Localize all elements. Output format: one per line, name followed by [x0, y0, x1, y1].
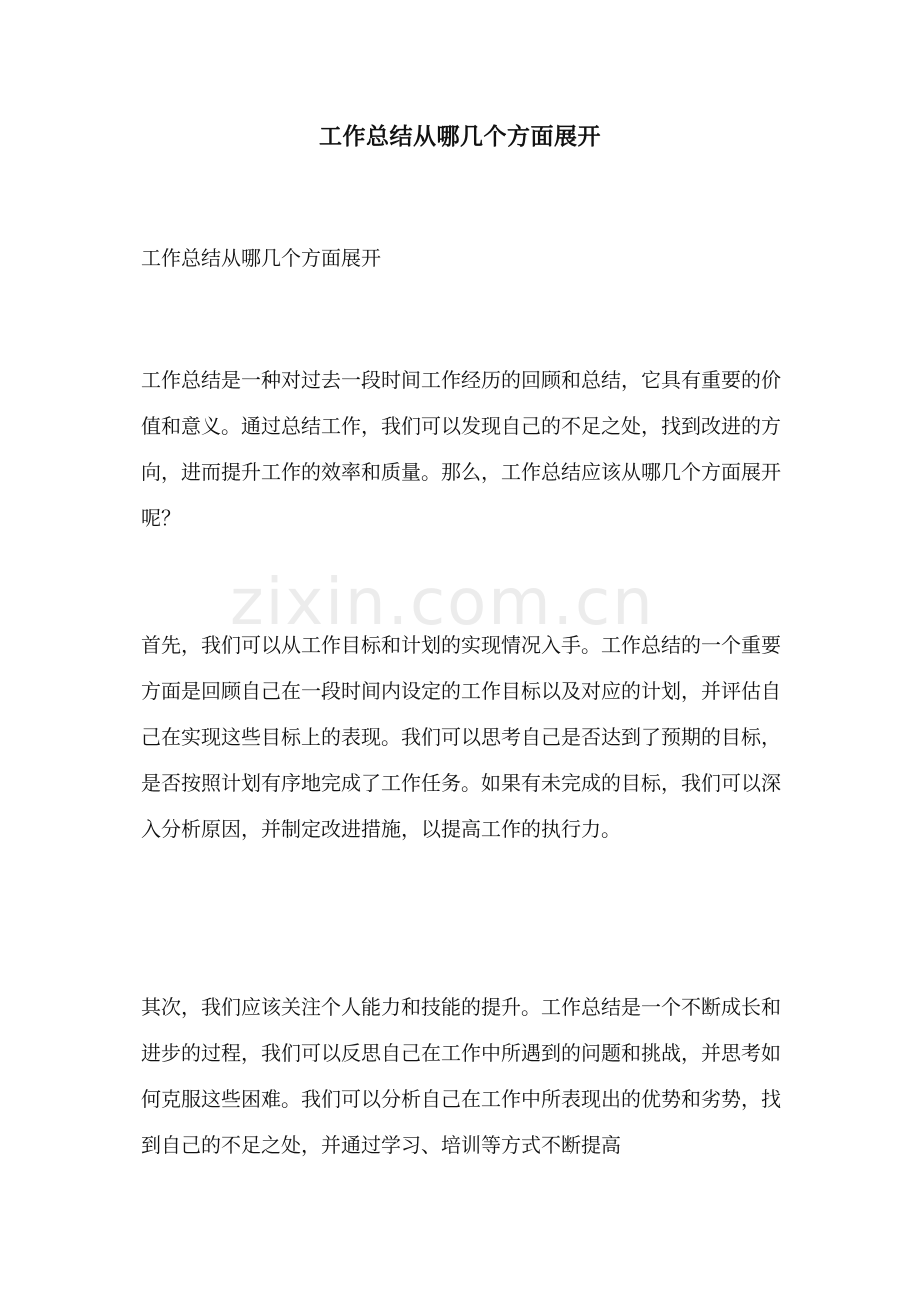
paragraph-first-aspect: 首先，我们可以从工作目标和计划的实现情况入手。工作总结的一个重要方面是回顾自己在一段时间内设定的工作目标以及对应的计划，并评估自己在实现这些目标上的表现。我们可以思考自己是否达到了预期的目标，是否按照计划有序地完成了工作任务。如果有未完成的目标，我们可以深入分析原因，并制定改进措施，以提高工作的执行力。 — [141, 633, 781, 841]
paragraph-intro: 工作总结是一种对过去一段时间工作经历的回顾和总结，它具有重要的价值和意义。通过总结工作，我们可以发现自己的不足之处，找到改进的方向，进而提升工作的效率和质量。那么，工作总结应该从哪几个方面展开呢？ — [141, 368, 781, 530]
paragraph-second-aspect: 其次，我们应该关注个人能力和技能的提升。工作总结是一个不断成长和进步的过程，我们可以反思自己在工作中所遇到的问题和挑战，并思考如何克服这些困难。我们可以分析自己在工作中所表现出的优势和劣势，找到自己的不足之处，并通过学习、培训等方式不断提高 — [141, 995, 781, 1157]
watermark: zixin.com.cn — [230, 566, 655, 640]
document-subtitle: 工作总结从哪几个方面展开 — [141, 246, 381, 270]
document-title: 工作总结从哪几个方面展开 — [319, 123, 601, 150]
